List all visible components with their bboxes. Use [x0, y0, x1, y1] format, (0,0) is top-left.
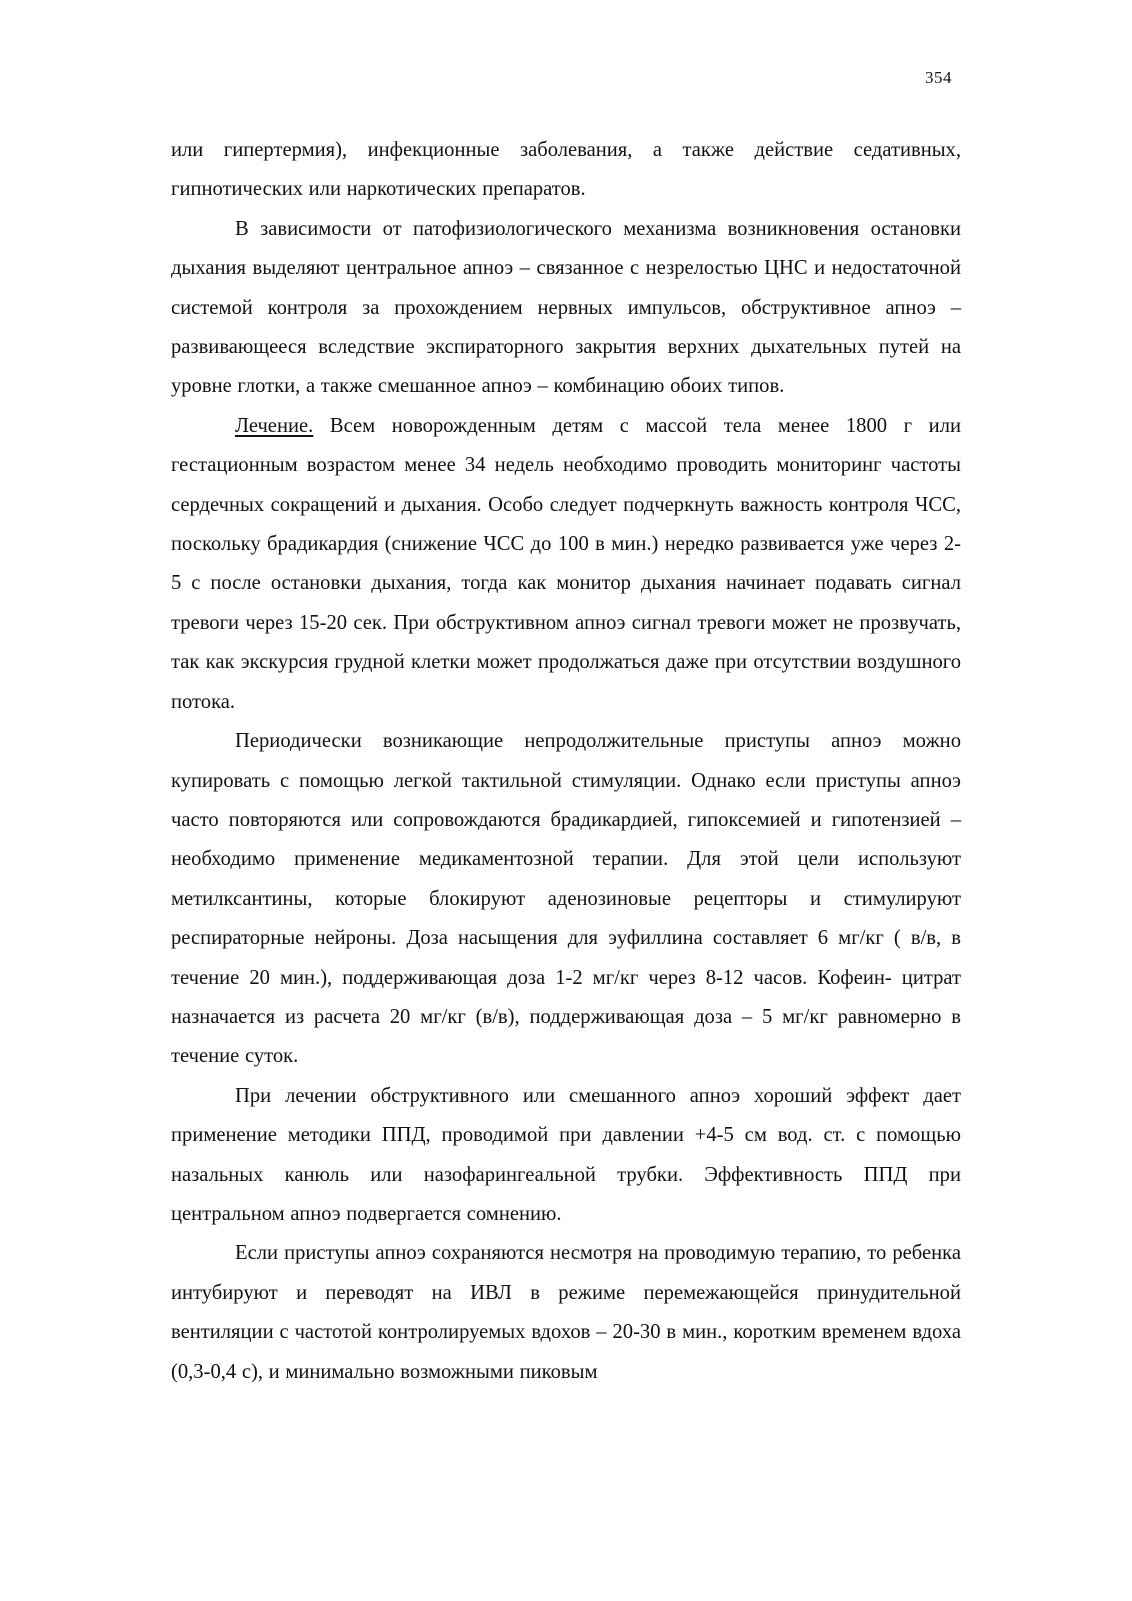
paragraph-apnea-types: В зависимости от патофизиологического механизма возникновения остановки дыхания выделяют центральное апноэ – связанное с незрелостью ЦНС и недостаточной системой контроля за прохождением нервных импульсов, обструктивное апноэ – развивающееся вследствие экспираторного закрытия верхних дыхательных путей на уровне глотки, а также смешанное апноэ – комбинацию обоих типов. — [171, 217, 961, 398]
paragraph-treatment-text: Всем новорожденным детям с массой тела менее 1800 г или гестационным возрастом менее 34 недель необходимо проводить мониторинг частоты сердечных сокращений и дыхания. Особо следует подчеркнуть важность контроля ЧСС, поскольку брадикардия (снижение ЧСС до 100 в мин.) нередко развивается уже через 2-5 с после остановки дыхания, тогда как монитор дыхания начинает подавать сигнал тревоги через 15-20 сек. При обструктивном апноэ сигнал тревоги может не прозвучать, так как экскурсия грудной клетки может продолжаться даже при отсутствии воздушного потока. — [171, 414, 961, 713]
section-heading-treatment: Лечение. — [235, 414, 314, 437]
paragraph-continuation: или гипертермия), инфекционные заболевания, а также действие седативных, гипнотических или наркотических препаратов. — [171, 139, 961, 201]
page-number: 354 — [925, 68, 952, 87]
paragraph-cpap: При лечении обструктивного или смешанного апноэ хороший эффект дает применение методики ППД, проводимой при давлении +4-5 см вод. ст. с помощью назальных канюль или назофарингеальной трубки. Эффективность ППД при центральном апноэ подвергается сомнению. — [171, 1084, 961, 1225]
document-body — [171, 131, 961, 1392]
paragraph-treatment — [171, 407, 961, 722]
paragraph-ventilation: Если приступы апноэ сохраняются несмотря на проводимую терапию, то ребенка интубируют и переводят на ИВЛ в режиме перемежающейся принудительной вентиляции с частотой контролируемых вдохов – 20-30 в мин., коротким временем вдоха (0,3-0,4 с), и минимально возможными пиковым — [171, 1242, 961, 1383]
paragraph-drug-therapy: Периодически возникающие непродолжительные приступы апноэ можно купировать с помощью легкой тактильной стимуляции. Однако если приступы апноэ часто повторяются или сопровождаются брадикардией, гипоксемией и гипотензией – необходимо применение медикаментозной терапии. Для этой цели используют метилксантины, которые блокируют аденозиновые рецепторы и стимулируют респираторные нейроны. Доза насыщения для эуфиллина составляет 6 мг/кг ( в/в, в течение 20 мин.), поддерживающая доза 1-2 мг/кг через 8-12 часов. Кофеин- цитрат назначается из расчета 20 мг/кг (в/в), поддерживающая доза – 5 мг/кг равномерно в течение суток. — [171, 730, 961, 1068]
